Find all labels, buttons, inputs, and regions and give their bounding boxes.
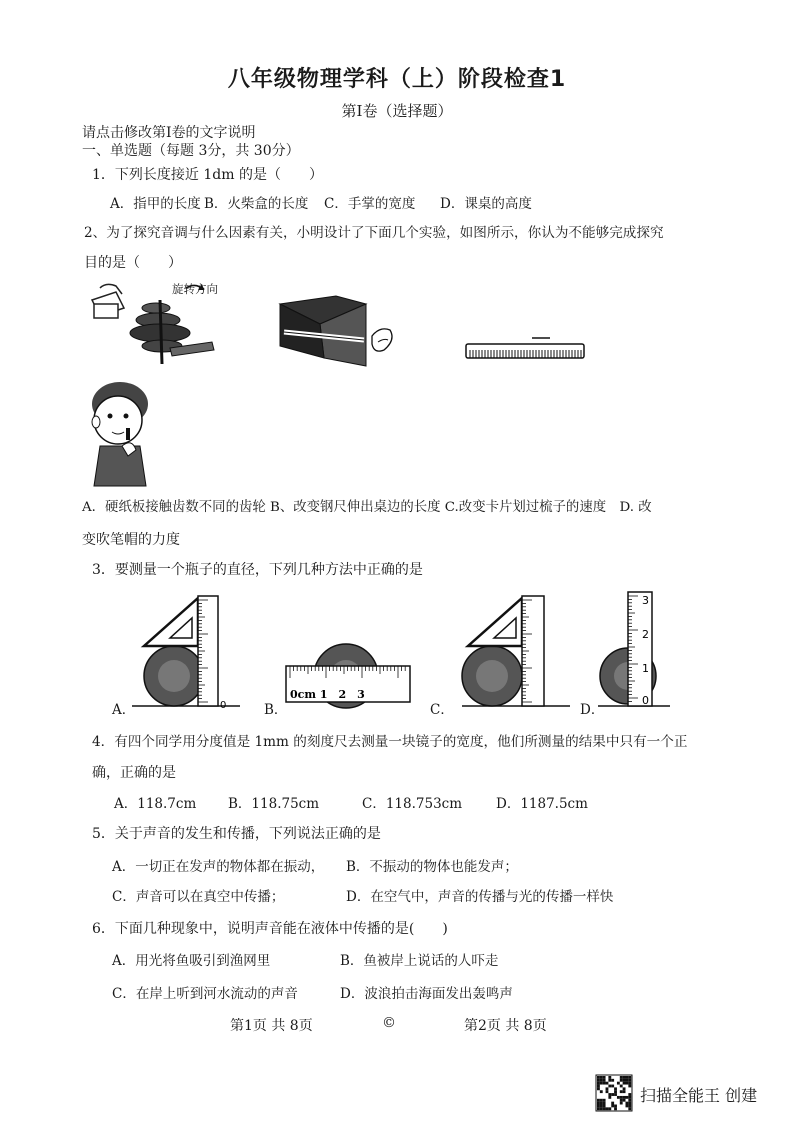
q6-stem: 6．下面几种现象中，说明声音能在液体中传播的是( ): [92, 921, 448, 937]
ruler-d-mark-3: 3: [642, 594, 649, 607]
q1-option-a: A．指甲的长度: [110, 196, 201, 212]
comb-figure: [462, 336, 587, 360]
page-number-left: 第1页 共 8页: [230, 1018, 313, 1034]
method-a-zero-mark: 0: [220, 700, 227, 711]
q1-option-c: C．手掌的宽度: [324, 196, 416, 212]
section-heading: 一、单选题（每题 3分，共 30分）: [82, 143, 300, 159]
ruler-d-mark-2: 2: [642, 628, 649, 641]
q4-stem-line2: 确，正确的是: [92, 765, 176, 781]
q5-option-c: C．声音可以在真空中传播；: [112, 889, 285, 905]
footer-symbol: ©: [382, 1015, 396, 1031]
method-b-label: B．: [264, 702, 288, 718]
method-c-label: C．: [430, 702, 454, 718]
qr-code-icon: [596, 1075, 632, 1111]
q2-stem-line1: 2、为了探究音调与什么因素有关，小明设计了下面几个实验，如图所示，你认为不能够完成探究: [84, 225, 664, 241]
instruction-note: 请点击修改第Ⅰ卷的文字说明: [82, 125, 256, 141]
q4-option-a: A．118.7cm: [114, 796, 197, 812]
q1-option-d: D．课桌的高度: [440, 196, 532, 212]
q5-option-d: D．在空气中，声音的传播与光的传播一样快: [346, 889, 614, 905]
method-b-figure: [284, 640, 414, 710]
q6-option-d: D．波浪拍击海面发出轰鸣声: [340, 986, 513, 1002]
rotation-direction-label: 旋转方向: [172, 282, 218, 296]
q1-option-b: B．火柴盒的长度: [204, 196, 309, 212]
exam-subtitle: 第Ⅰ卷（选择题）: [341, 102, 453, 120]
method-a-label: A．: [112, 702, 136, 718]
q6-option-a: A．用光将鱼吸引到渔网里: [112, 953, 271, 969]
q1-stem: 1．下列长度接近 1dm 的是（ ）: [92, 167, 323, 183]
q4-stem-line1: 4．有四个同学用分度值是 1mm 的刻度尺去测量一块镜子的宽度，他们所测量的结果中只有一个正: [92, 734, 688, 750]
q2-answer-line2: 变吹笔帽的力度: [82, 532, 180, 548]
q5-option-b: B．不振动的物体也能发声；: [346, 859, 518, 875]
scanner-watermark-text: 扫描全能王 创建: [640, 1086, 758, 1105]
method-a-figure: [132, 592, 242, 712]
q2-answer-line1: A．硬纸板接触齿数不同的齿轮 B、改变钢尺伸出桌边的长度 C.改变卡片划过梳子的速度 D. 改: [82, 500, 652, 515]
ruler-d-mark-1: 1: [642, 662, 649, 675]
q5-stem: 5．关于声音的发生和传播，下列说法正确的是: [92, 826, 381, 842]
q2-stem-line2: 目的是（ ）: [84, 255, 182, 271]
q4-option-d: D．1187.5cm: [496, 796, 588, 812]
boy-blowing-pen-cap-figure: [82, 376, 160, 488]
q6-option-c: C．在岸上听到河水流动的声音: [112, 986, 298, 1002]
page-number-right: 第2页 共 8页: [464, 1018, 547, 1034]
q4-option-c: C．118.753cm: [362, 796, 463, 812]
q3-stem: 3．要测量一个瓶子的直径，下列几种方法中正确的是: [92, 562, 423, 578]
ruler-d-mark-0: 0: [642, 694, 649, 707]
steel-ruler-figure: [280, 296, 400, 368]
method-d-label: D．: [580, 702, 605, 718]
method-d-figure: [598, 590, 678, 714]
q4-option-b: B．118.75cm: [228, 796, 320, 812]
method-c-figure: [462, 592, 572, 712]
q6-option-b: B．鱼被岸上说话的人吓走: [340, 953, 499, 969]
ruler-b-scale-text: 0cm 1 2 3: [290, 688, 365, 701]
exam-title: 八年级物理学科（上）阶段检查1: [227, 67, 567, 92]
q5-option-a: A．一切正在发声的物体都在振动，: [112, 859, 325, 875]
